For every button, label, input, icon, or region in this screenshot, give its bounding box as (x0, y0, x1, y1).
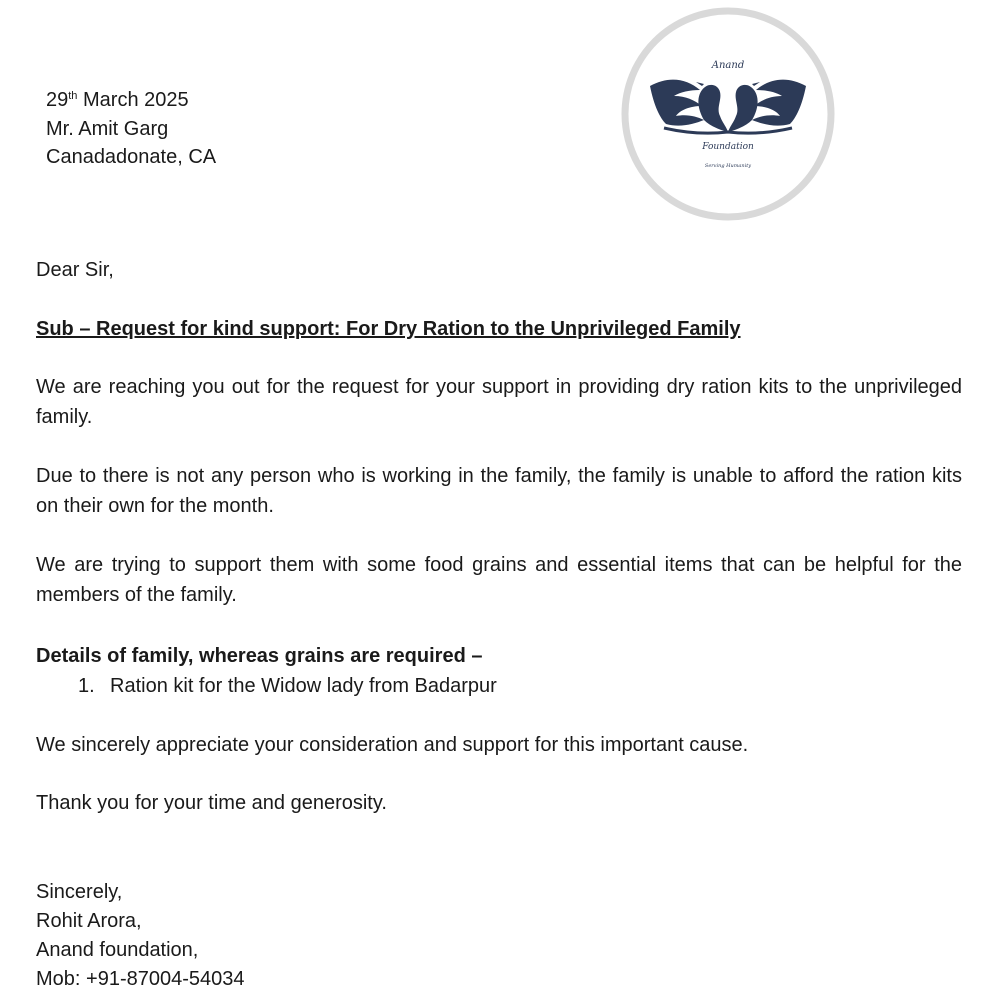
closing: Sincerely, (36, 881, 123, 903)
subject-line: Sub – Request for kind support: For Dry Ration to the Unprivileged Family (36, 318, 741, 340)
salutation: Dear Sir, (36, 259, 114, 281)
signer-mobile: Mob: +91-87004-54034 (36, 968, 245, 990)
logo-tagline: Serving Humanity (704, 163, 752, 169)
details-list (78, 672, 497, 700)
logo-top-text: Anand (711, 60, 745, 71)
foundation-logo (620, 6, 836, 222)
paragraph-request: We are reaching you out for the request for your support in providing dry ration kits to the unprivileged family. (36, 376, 962, 428)
logo-name: Foundation (702, 142, 754, 152)
signer-organization: Anand foundation, (36, 939, 199, 961)
signer-name: Rohit Arora, (36, 910, 142, 932)
list-item-text: Ration kit for the Widow lady from Badarpur (110, 675, 497, 697)
signature-block (36, 878, 245, 994)
swan-logo-icon (620, 6, 836, 222)
paragraph-appreciation: We sincerely appreciate your consideration and support for this important cause. (36, 734, 749, 756)
paragraph-support: We are trying to support them with some food grains and essential items that can be helpful for the members of the family. (36, 554, 962, 606)
paragraph-reason: Due to there is not any person who is working in the family, the family is unable to afford the ration kits on their own for the month. (36, 465, 962, 517)
details-heading: Details of family, whereas grains are required – (36, 645, 483, 667)
list-item (78, 672, 497, 700)
paragraph-thanks: Thank you for your time and generosity. (36, 792, 387, 814)
recipient-block (46, 86, 216, 172)
letter-date: 29th March 2025 (46, 89, 189, 111)
list-item-number: 1. (78, 675, 95, 697)
recipient-name: Mr. Amit Garg (46, 117, 169, 140)
recipient-organization: Canadadonate, CA (46, 146, 217, 168)
